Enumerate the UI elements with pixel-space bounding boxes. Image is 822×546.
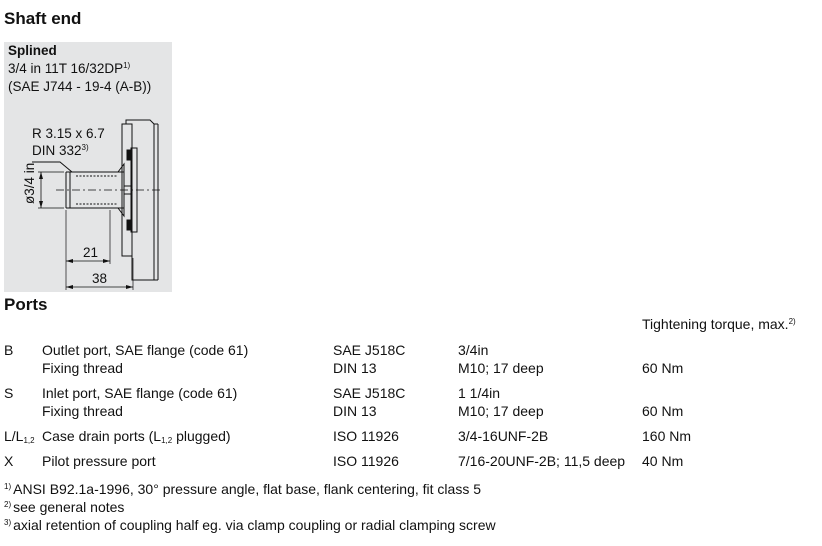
footnote-text: ANSI B92.1a-1996, 30° pressure angle, flat base, flank centering, fit class 5 — [13, 481, 481, 497]
port-standard: ISO 11926 — [333, 428, 399, 444]
port-code: S — [4, 385, 14, 401]
port-description-suffix: plugged) — [172, 428, 231, 444]
spline-spec-note: 1) — [123, 61, 131, 70]
port-size: 1 1/4in — [458, 385, 501, 401]
dimension-21: 21 — [83, 245, 99, 260]
port-standard: SAE J518C — [333, 385, 406, 401]
port-description: Outlet port, SAE flange (code 61) — [42, 342, 249, 358]
spline-spec-text: 3/4 in 11T 16/32DP — [8, 61, 124, 76]
torque-header-text: Tightening torque, max. — [642, 316, 789, 332]
port-description: Fixing thread — [42, 403, 123, 419]
port-torque: 60 Nm — [642, 360, 684, 376]
port-size: 7/16-20UNF-2B; 11,5 deep — [458, 453, 626, 469]
port-code: X — [4, 453, 14, 469]
torque-header — [642, 316, 796, 332]
port-description-subscript: 1,2 — [161, 436, 173, 445]
port-standard: DIN 13 — [333, 403, 377, 419]
dimension-38: 38 — [92, 271, 108, 286]
port-torque: 60 Nm — [642, 403, 684, 419]
footnote-number: 2) — [4, 500, 12, 509]
footnote — [4, 499, 124, 515]
port-torque: 40 Nm — [642, 453, 684, 469]
footnote-number: 3) — [4, 518, 12, 527]
footnote — [4, 517, 496, 533]
port-description — [42, 428, 231, 445]
footnote — [4, 481, 481, 497]
spline-title: Splined — [8, 43, 57, 58]
port-standard: ISO 11926 — [333, 453, 399, 469]
footnote-text: see general notes — [13, 499, 125, 515]
port-size: M10; 17 deep — [458, 403, 544, 419]
port-code-subscript: 1,2 — [23, 436, 35, 445]
port-description-text: Case drain ports (L — [42, 428, 162, 444]
shaft-end-title: Shaft end — [4, 9, 82, 28]
din-note: 3) — [81, 143, 89, 152]
port-description: Inlet port, SAE flange (code 61) — [42, 385, 238, 401]
shaft-end-drawing — [0, 0, 180, 295]
port-code: B — [4, 342, 14, 358]
port-description: Fixing thread — [42, 360, 123, 376]
port-description: Pilot pressure port — [42, 453, 156, 469]
spline-standard: (SAE J744 - 19-4 (A-B)) — [8, 79, 152, 94]
footnote-number: 1) — [4, 482, 12, 491]
footnote-text: axial retention of coupling half eg. via clamp coupling or radial clamping screw — [13, 517, 496, 533]
port-size: M10; 17 deep — [458, 360, 544, 376]
port-torque: 160 Nm — [642, 428, 692, 444]
ports-title: Ports — [4, 295, 48, 314]
port-size: 3/4-16UNF-2B — [458, 428, 549, 444]
din-label: DIN 332 — [32, 143, 82, 158]
port-size: 3/4in — [458, 342, 489, 358]
port-standard: DIN 13 — [333, 360, 377, 376]
radius-label: R 3.15 x 6.7 — [32, 126, 105, 141]
port-code-text: L/L — [4, 428, 24, 444]
port-code — [4, 428, 35, 445]
diameter-label: ø3/4 in — [22, 162, 37, 204]
port-standard: SAE J518C — [333, 342, 406, 358]
torque-header-note: 2) — [788, 317, 796, 326]
